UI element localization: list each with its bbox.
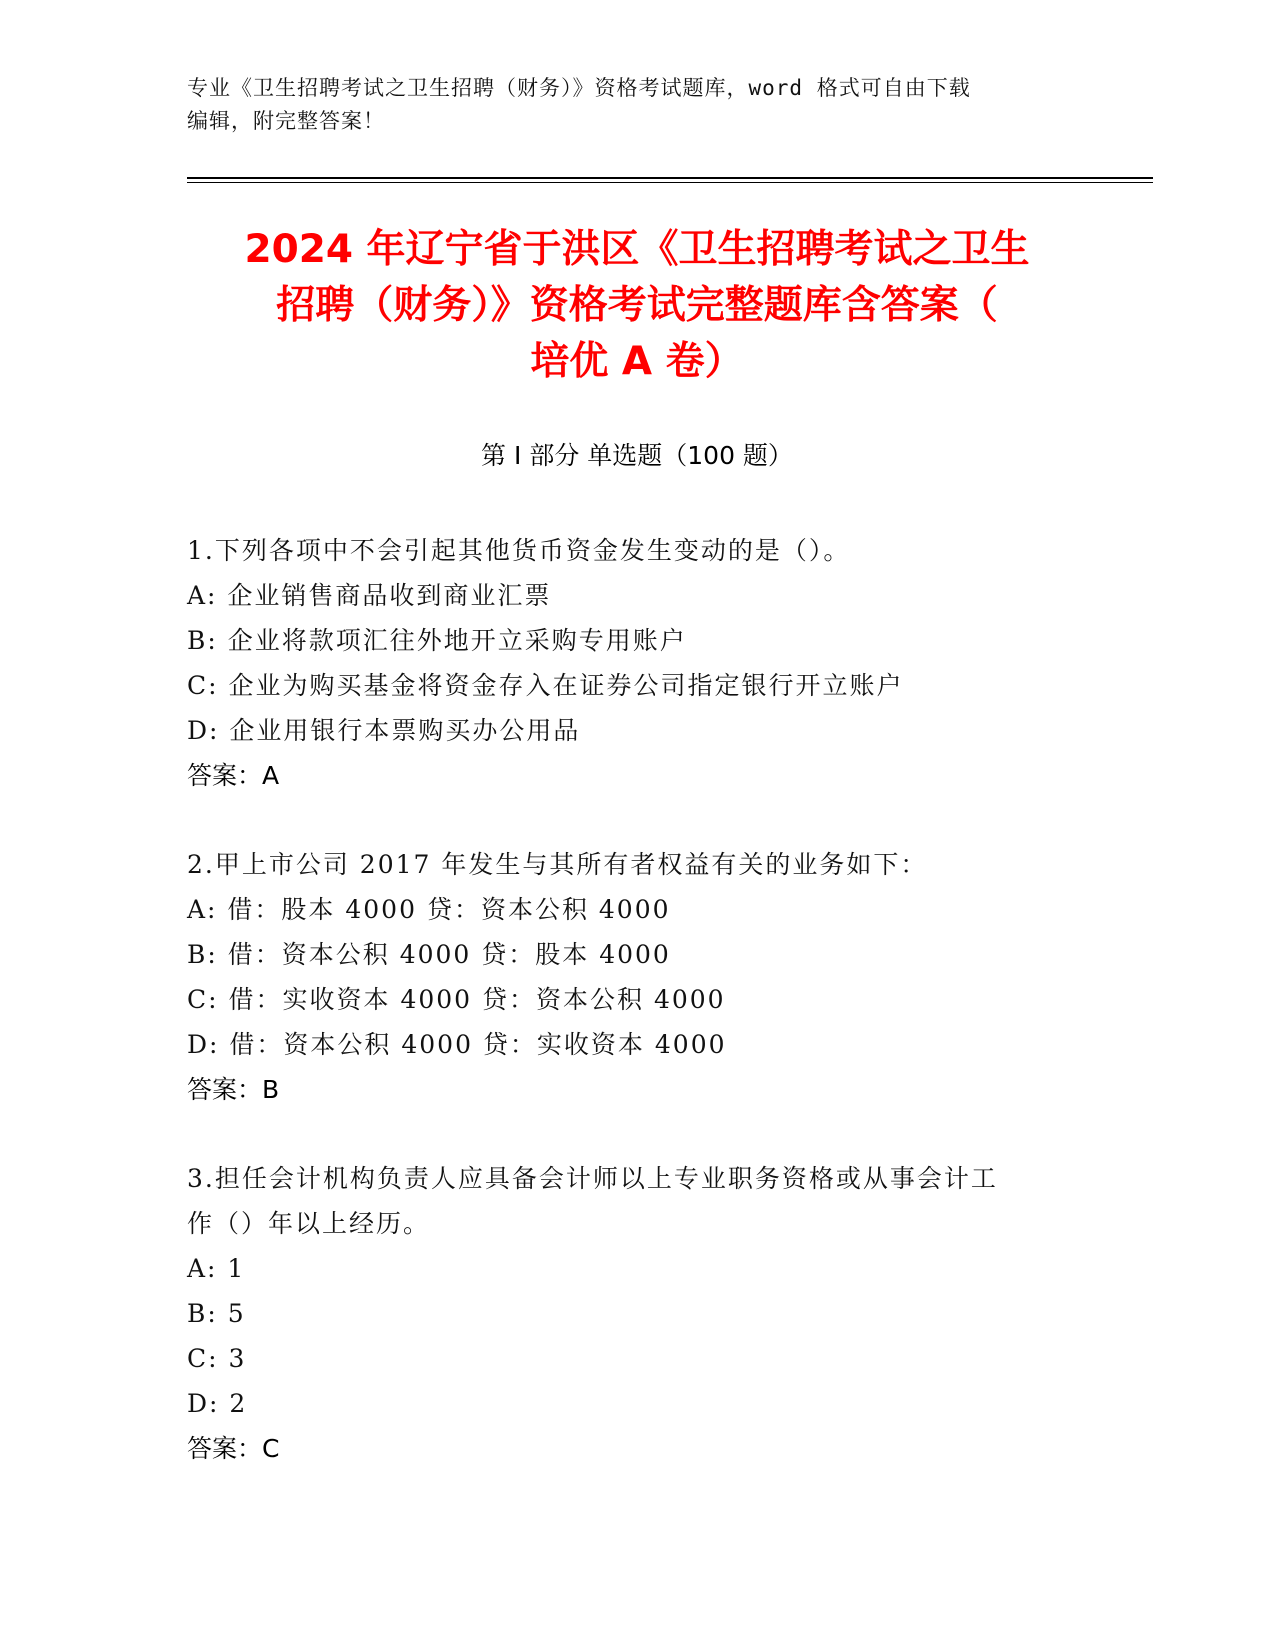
question-2 xyxy=(187,842,1087,1112)
question-stem: 1.下列各项中不会引起其他货币资金发生变动的是（）。 xyxy=(187,536,851,565)
option-a: A: 借：股本 4000 贷：资本公积 4000 xyxy=(187,895,671,924)
answer: 答案：B xyxy=(187,1075,280,1104)
answer: 答案：C xyxy=(187,1434,280,1463)
option-c: C: 3 xyxy=(187,1344,247,1373)
question-3 xyxy=(187,1156,1087,1471)
document-title xyxy=(187,222,1087,390)
section-heading: 第 I 部分 单选题（100 题） xyxy=(481,441,793,470)
option-d: D: 借：资本公积 4000 贷：实收资本 4000 xyxy=(187,1030,727,1059)
option-a: A: 企业销售商品收到商业汇票 xyxy=(187,581,552,610)
header-note-line-2: 编辑，附完整答案！ xyxy=(187,109,385,133)
question-stem-line-2: 作（）年以上经历。 xyxy=(187,1209,431,1238)
answer: 答案：A xyxy=(187,761,280,790)
header-note xyxy=(187,72,1087,138)
question-stem: 2.甲上市公司 2017 年发生与其所有者权益有关的业务如下： xyxy=(187,850,928,879)
header-note-line-1: 专业《卫生招聘考试之卫生招聘（财务）》资格考试题库，word 格式可自由下载 xyxy=(187,76,971,100)
question-stem-line-1: 3.担任会计机构负责人应具备会计师以上专业职务资格或从事会计工 xyxy=(187,1164,998,1193)
document-title-line-1: 2024 年辽宁省于洪区《卫生招聘考试之卫生 xyxy=(244,227,1030,272)
option-c: C: 借：实收资本 4000 贷：资本公积 4000 xyxy=(187,985,726,1014)
question-list xyxy=(187,528,1087,1515)
option-b: B: 5 xyxy=(187,1299,246,1328)
option-c: C: 企业为购买基金将资金存入在证券公司指定银行开立账户 xyxy=(187,671,904,700)
document-title-line-2: 招聘（财务）》资格考试完整题库含答案（ xyxy=(276,283,998,328)
header-divider-thick xyxy=(187,177,1153,179)
option-b: B: 借：资本公积 4000 贷：股本 4000 xyxy=(187,940,671,969)
document-title-line-3: 培优 A 卷） xyxy=(530,339,744,384)
option-d: D: 企业用银行本票购买办公用品 xyxy=(187,716,581,745)
question-1 xyxy=(187,528,1087,798)
header-divider-thin xyxy=(187,182,1153,183)
option-b: B: 企业将款项汇往外地开立采购专用账户 xyxy=(187,626,687,655)
option-a: A: 1 xyxy=(187,1254,246,1283)
option-d: D: 2 xyxy=(187,1389,248,1418)
